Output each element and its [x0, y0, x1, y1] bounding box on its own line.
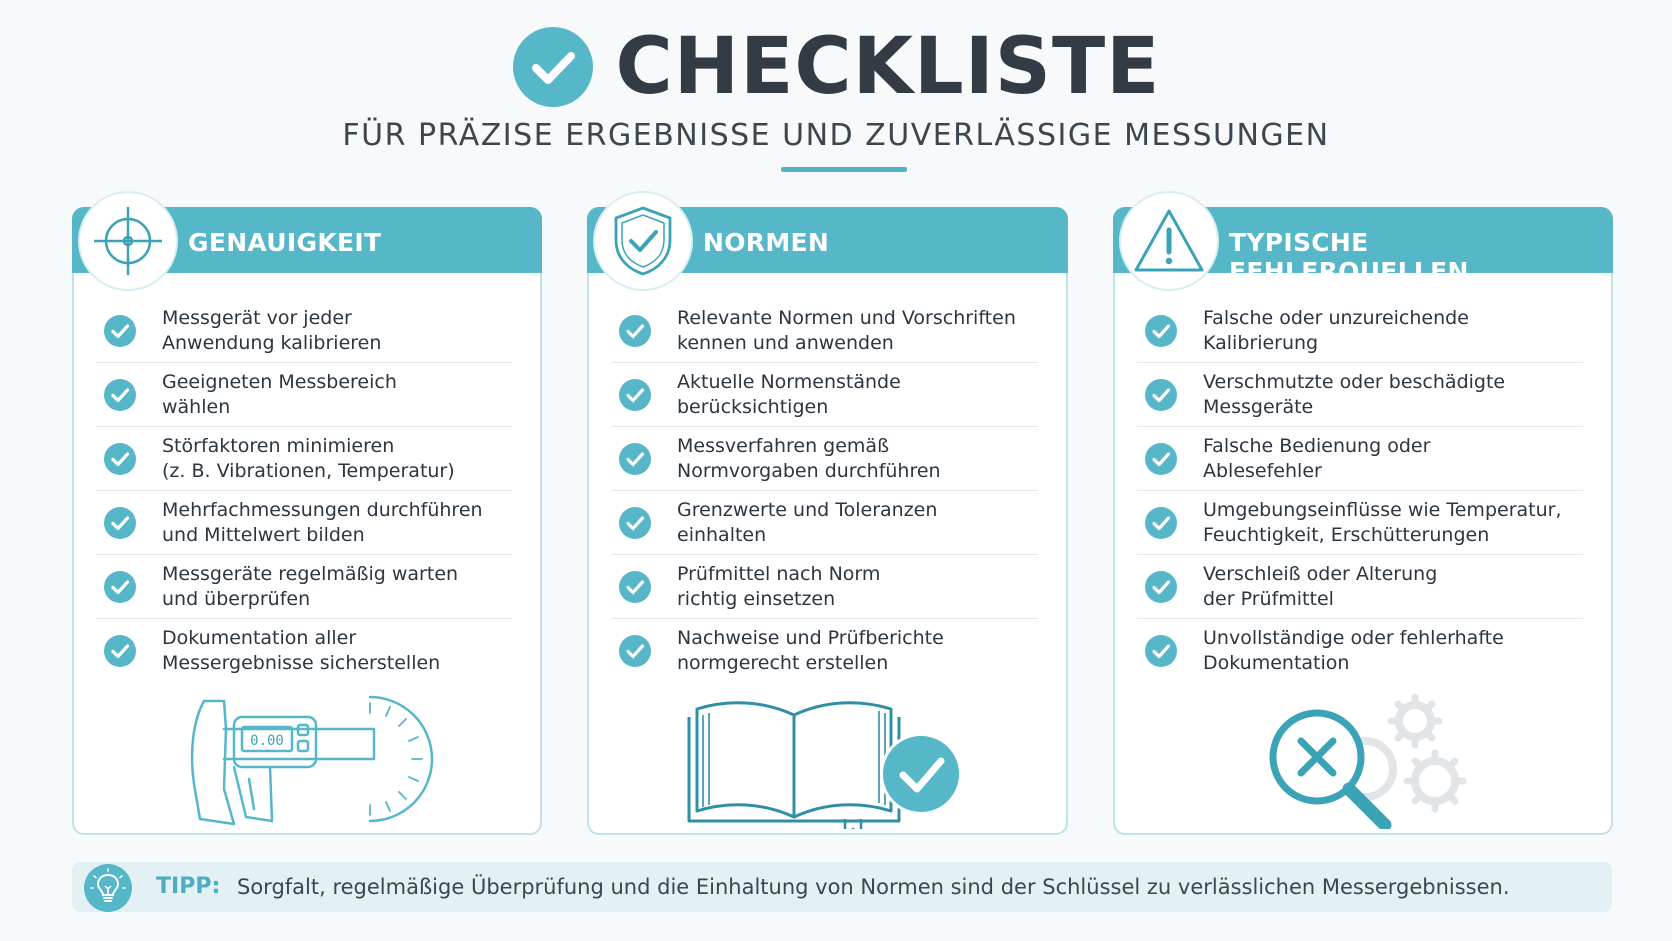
list-item [1137, 427, 1583, 491]
check-icon [1145, 571, 1177, 603]
list-item [611, 555, 1038, 619]
page-subtitle: FÜR PRÄZISE ERGEBNISSE UND ZUVERLÄSSIGE MESSUNGEN [342, 118, 1330, 153]
check-icon [104, 379, 136, 411]
title-row [0, 22, 1672, 112]
list-item [1137, 491, 1583, 555]
list-item [96, 299, 512, 363]
check-icon [1145, 315, 1177, 347]
card-title: TYPISCHE FEHLERQUELLEN [1229, 228, 1469, 286]
item-text: Unvollständige oder fehlerhafte Dokumentation [1203, 627, 1504, 674]
item-text: Relevante Normen und Vorschriften kennen und anwenden [677, 306, 1016, 354]
item-text: Verschmutzte oder beschädigte Messgeräte [1203, 370, 1506, 418]
checklist [1137, 299, 1583, 683]
tip-label: TIPP: [156, 874, 221, 899]
card-title: GENAUIGKEIT [188, 228, 382, 257]
item-text: Prüfmittel nach Norm richtig einsetzen [677, 562, 881, 610]
item-text: Dokumentation aller Messergebnisse sicherstellen [162, 627, 441, 674]
item-text: Messgeräte regelmäßig warten und überprüfen [162, 562, 459, 610]
list-item [96, 555, 512, 619]
card-genauigkeit [72, 207, 542, 835]
check-icon [1145, 635, 1177, 667]
item-text: Nachweise und Prüfberichte normgerecht erstellen [677, 627, 944, 674]
item-text: Mehrfachmessungen durchführen und Mittelwert bilden [162, 498, 483, 546]
list-item [1137, 363, 1583, 427]
shield-check-icon [608, 204, 678, 278]
item-text: Störfaktoren minimieren (z. B. Vibrationen, Temperatur) [162, 434, 455, 482]
item-text: Aktuelle Normenstände berücksichtigen [677, 370, 901, 418]
check-circle-icon [512, 26, 594, 108]
check-icon [619, 379, 651, 411]
tip-bar [72, 862, 1612, 912]
check-icon [1145, 443, 1177, 475]
list-item [611, 299, 1038, 363]
card-normen [587, 207, 1068, 835]
item-text: Messgerät vor jeder Anwendung kalibrieren [162, 306, 382, 354]
list-item [1137, 555, 1583, 619]
item-text: Grenzwerte und Toleranzen einhalten [677, 498, 938, 546]
list-item [611, 363, 1038, 427]
caliper-illustration [74, 689, 544, 829]
warning-triangle-icon [1132, 206, 1206, 276]
item-text: Verschleiß oder Alterung der Prüfmittel [1203, 562, 1438, 610]
check-icon [619, 571, 651, 603]
list-item [611, 427, 1038, 491]
crosshair-icon [91, 204, 165, 278]
list-item [611, 491, 1038, 555]
check-icon [619, 443, 651, 475]
check-icon [1145, 379, 1177, 411]
list-item [96, 427, 512, 491]
list-item [1137, 299, 1583, 363]
card-title: NORMEN [703, 228, 830, 257]
check-icon [104, 635, 136, 667]
list-item [96, 619, 512, 683]
check-icon [104, 443, 136, 475]
check-icon [1145, 507, 1177, 539]
item-text: Geeigneten Messbereich wählen [162, 370, 397, 418]
item-text: Umgebungseinflüsse wie Temperatur, Feuchtigkeit, Erschütterungen [1203, 498, 1562, 546]
magnifier-error-illustration [1115, 689, 1615, 829]
list-item [1137, 619, 1583, 683]
title-underline [781, 167, 907, 172]
check-icon [104, 507, 136, 539]
check-icon [619, 507, 651, 539]
card-fehlerquellen [1113, 207, 1613, 835]
badge [1119, 191, 1219, 291]
badge [78, 191, 178, 291]
check-icon [619, 635, 651, 667]
book-check-illustration [589, 689, 1070, 829]
check-icon [104, 315, 136, 347]
list-item [96, 491, 512, 555]
checklist [96, 299, 512, 683]
check-icon [104, 571, 136, 603]
checklist [611, 299, 1038, 683]
header [0, 0, 1672, 180]
tip-text: Sorgfalt, regelmäßige Überprüfung und die Einhaltung von Normen sind der Schlüssel zu verlässlichen Messergebnissen. [237, 875, 1510, 899]
item-text: Messverfahren gemäß Normvorgaben durchführen [677, 434, 941, 482]
check-icon [619, 315, 651, 347]
list-item [96, 363, 512, 427]
item-text: Falsche oder unzureichende Kalibrierung [1203, 306, 1469, 354]
list-item [611, 619, 1038, 683]
badge [593, 191, 693, 291]
page-title: CHECKLISTE [615, 22, 1161, 112]
caliper-display: 0.00 [250, 733, 284, 749]
lightbulb-icon [84, 864, 132, 912]
item-text: Falsche Bedienung oder Ablesefehler [1203, 434, 1431, 482]
